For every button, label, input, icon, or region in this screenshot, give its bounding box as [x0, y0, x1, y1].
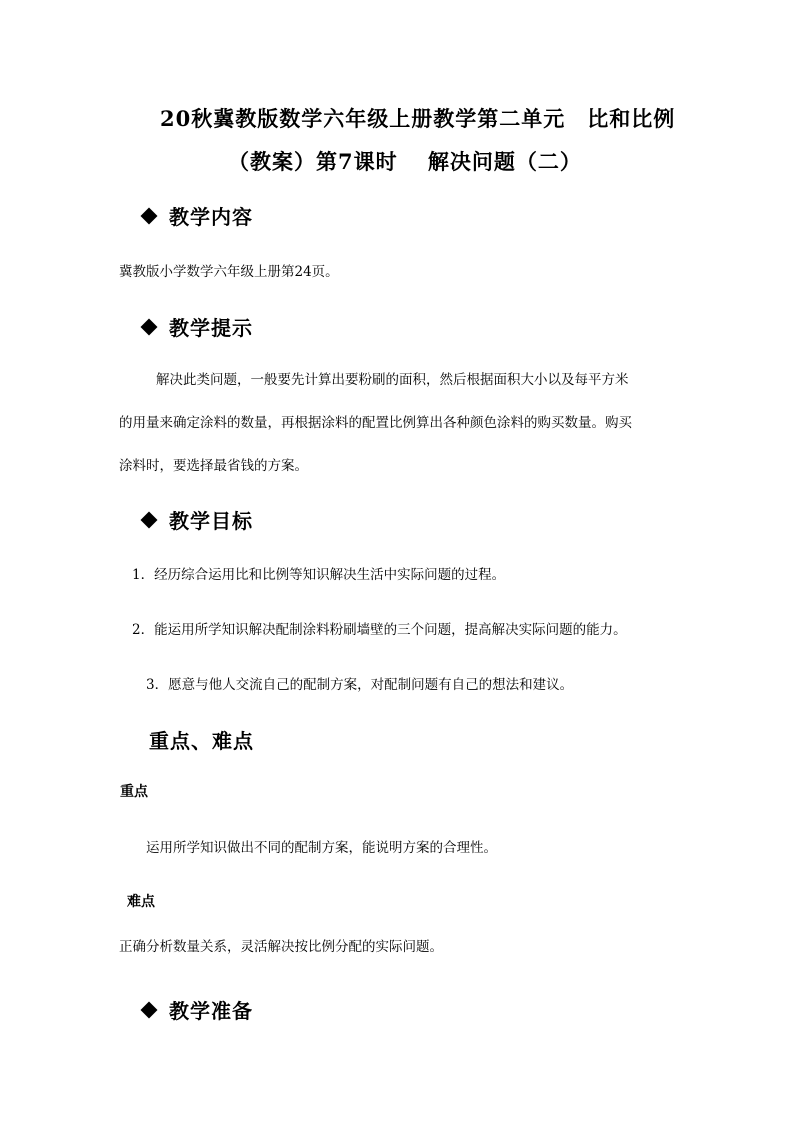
diamond-bullet-icon [141, 319, 158, 336]
goal-item: 3．愿意与他人交流自己的配制方案，对配制问题有自己的想法和建议。 [146, 677, 574, 693]
title-line-1: 20秋冀教版数学六年级上册教学第二单元 比和比例 [160, 106, 676, 131]
diamond-bullet-icon [141, 208, 158, 225]
goal-item: 1．经历综合运用比和比例等知识解决生活中实际问题的过程。 [132, 567, 506, 583]
section-heading-preparation [143, 995, 253, 1024]
hints-line-2: 的用量来确定涂料的数量，再根据涂料的配置比例算出各种颜色涂料的购买数量。购买 [119, 415, 632, 431]
goal-item: 2．能运用所学知识解决配制涂料粉刷墙壁的三个问题，提高解决实际问题的能力。 [132, 622, 627, 638]
section-heading-goals [143, 505, 253, 534]
section-heading-content [143, 201, 253, 230]
content-text: 冀教版小学数学六年级上册第24页。 [119, 264, 339, 280]
hints-line-1: 解决此类问题，一般要先计算出要粉刷的面积，然后根据面积大小以及每平方米 [156, 372, 629, 388]
title-line-2: （教案）第7课时 解决问题（二） [228, 149, 582, 174]
heading-text: 教学内容 [169, 205, 253, 229]
hints-line-3: 涂料时，要选择最省钱的方案。 [119, 458, 308, 474]
diamond-bullet-icon [141, 512, 158, 529]
heading-text: 教学准备 [169, 999, 253, 1023]
focus-text: 运用所学知识做出不同的配制方案，能说明方案的合理性。 [146, 840, 497, 856]
focus-label: 重点 [120, 784, 148, 800]
section-heading-hints [143, 312, 253, 341]
difficulty-label: 难点 [127, 894, 155, 910]
diamond-bullet-icon [141, 1002, 158, 1019]
heading-text: 教学提示 [169, 316, 253, 340]
heading-text: 教学目标 [169, 509, 253, 533]
difficulty-text: 正确分析数量关系，灵活解决按比例分配的实际问题。 [119, 939, 443, 955]
section-heading-keypoints: 重点、难点 [149, 729, 254, 753]
